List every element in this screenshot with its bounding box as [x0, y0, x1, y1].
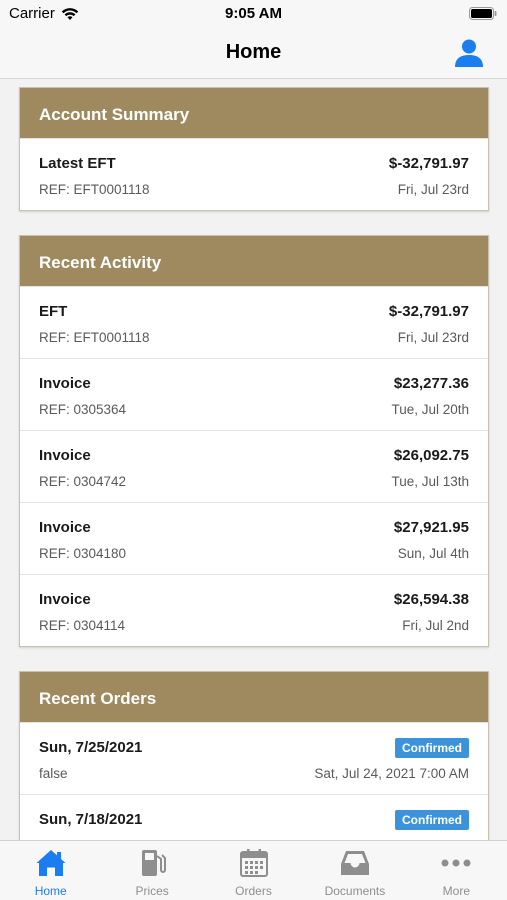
recent-orders-card — [19, 671, 489, 840]
row-title: Invoice — [39, 591, 91, 608]
activity-row[interactable] — [20, 430, 488, 502]
recent-activity-card — [19, 235, 489, 647]
row-amount: $26,594.38 — [393, 591, 469, 608]
order-date: Sun, 7/18/2021 — [39, 811, 143, 828]
row-amount: $27,921.95 — [393, 519, 469, 536]
tab-documents[interactable] — [304, 841, 405, 900]
row-date: Fri, Jul 2nd — [402, 618, 469, 633]
account-summary-row[interactable] — [20, 138, 488, 210]
account-summary-header: Account Summary — [20, 88, 488, 138]
row-ref: REF: EFT0001118 — [39, 330, 150, 345]
tab-label: More — [442, 884, 470, 898]
inbox-tray-icon — [339, 848, 371, 878]
tab-more[interactable] — [406, 841, 507, 900]
home-icon — [35, 848, 67, 878]
row-date: Tue, Jul 13th — [391, 474, 469, 489]
row-amount: $-32,791.97 — [388, 155, 469, 172]
activity-row[interactable] — [20, 574, 488, 646]
order-row[interactable] — [20, 794, 488, 840]
activity-row[interactable] — [20, 358, 488, 430]
status-badge: Confirmed — [395, 810, 469, 830]
row-amount: $23,277.36 — [393, 375, 469, 392]
order-row[interactable] — [20, 722, 488, 794]
fuel-pump-icon — [136, 848, 168, 878]
row-title: Invoice — [39, 447, 91, 464]
row-date: Tue, Jul 20th — [391, 402, 469, 417]
battery-icon — [469, 7, 497, 20]
person-icon[interactable] — [453, 38, 485, 68]
row-ref: REF: 0304180 — [39, 546, 127, 561]
tab-home[interactable] — [0, 841, 101, 900]
tab-label: Prices — [135, 884, 169, 898]
status-bar — [0, 0, 507, 30]
tab-orders[interactable] — [203, 841, 304, 900]
activity-row[interactable] — [20, 286, 488, 358]
page-title: Home — [225, 41, 282, 63]
row-ref: REF: 0305364 — [39, 402, 127, 417]
account-summary-card — [19, 87, 489, 211]
row-ref: REF: EFT0001118 — [39, 182, 150, 197]
order-date: Sun, 7/25/2021 — [39, 739, 143, 756]
tab-bar — [0, 840, 507, 900]
activity-row[interactable] — [20, 502, 488, 574]
row-ref: REF: 0304114 — [39, 618, 126, 633]
recent-activity-header: Recent Activity — [20, 236, 488, 286]
more-dots-icon — [440, 848, 472, 878]
tab-label: Home — [34, 884, 67, 898]
row-date: Sun, Jul 4th — [397, 546, 469, 561]
recent-orders-header: Recent Orders — [20, 672, 488, 722]
row-amount: $26,092.75 — [393, 447, 469, 464]
row-title: Latest EFT — [39, 155, 116, 172]
status-time: 9:05 AM — [225, 5, 282, 22]
status-badge: Confirmed — [395, 738, 469, 758]
row-date: Fri, Jul 23rd — [397, 330, 469, 345]
row-title: Invoice — [39, 375, 91, 392]
navigation-bar — [0, 30, 507, 79]
row-date: Fri, Jul 23rd — [397, 182, 469, 197]
home-scroll-content[interactable] — [0, 79, 507, 840]
calendar-icon — [238, 848, 270, 878]
row-ref: REF: 0304742 — [39, 474, 127, 489]
tab-label: Documents — [324, 884, 386, 898]
tab-prices[interactable] — [101, 841, 202, 900]
row-amount: $-32,791.97 — [388, 303, 469, 320]
tab-label: Orders — [235, 884, 272, 898]
order-subtext: false — [39, 766, 68, 781]
row-title: Invoice — [39, 519, 91, 536]
order-delivery-time: Sat, Jul 24, 2021 7:00 AM — [314, 766, 469, 781]
row-title: EFT — [39, 303, 68, 320]
carrier-label: Carrier — [9, 5, 55, 22]
